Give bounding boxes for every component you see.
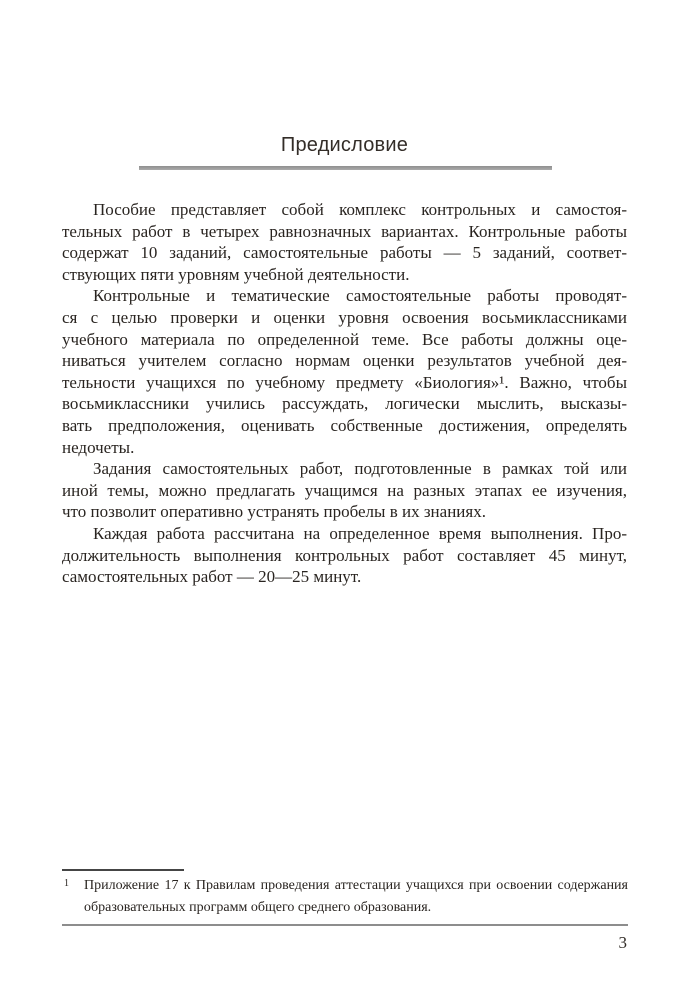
text-line: недочеты.: [62, 437, 135, 457]
footer-rule: [62, 924, 628, 926]
body-text: [62, 199, 627, 588]
text-line: иной темы, можно предлагать учащимся на разных этапах ее изучения,: [62, 480, 627, 500]
page-title: Предисловие: [280, 134, 409, 156]
footnote: [62, 875, 628, 918]
text-line: что позволит оперативно устранять пробелы в их знаниях.: [62, 502, 486, 522]
footnote-marker: 1: [64, 878, 69, 889]
text-line: тельности учащихся по учебному предмету «Биология»¹. Важно, чтобы: [62, 372, 627, 392]
text-line: Задания самостоятельных работ, подготовленные в рамках той или: [93, 459, 627, 479]
footnote-separator: [62, 869, 184, 871]
text-line: Контрольные и тематические самостоятельные работы проводят-: [93, 286, 627, 306]
footnote-line: [62, 875, 628, 897]
title-underline: [139, 166, 552, 170]
text-line: должительность выполнения контрольных работ составляет 45 минут,: [62, 545, 627, 565]
footnote-line: образовательных программ общего среднего образования.: [84, 899, 432, 915]
text-line: ствующих пяти уровням учебной деятельности.: [62, 264, 410, 284]
footnote-text: Приложение 17 к Правилам проведения аттестации учащихся при освоении содержания: [84, 878, 628, 893]
paragraph: [62, 285, 627, 458]
paragraph: [62, 458, 627, 523]
paragraph: [62, 523, 627, 588]
text-line: ниваться учителем согласно нормам оценки результатов учебной дея-: [62, 351, 627, 371]
page-number: 3: [618, 933, 627, 952]
text-line: содержат 10 заданий, самостоятельные работы — 5 заданий, соответ-: [62, 243, 627, 263]
text-line: Пособие представляет собой комплекс контрольных и самостоя-: [93, 200, 627, 219]
text-line: учебного материала по определенной теме. Все работы должны оце-: [62, 329, 627, 349]
text-line: восьмиклассники учились рассуждать, логически мыслить, высказы-: [62, 394, 627, 414]
paragraph: [62, 199, 627, 285]
text-line: самостоятельных работ — 20—25 минут.: [62, 567, 362, 587]
text-line: Каждая работа рассчитана на определенное время выполнения. Про-: [93, 523, 627, 543]
text-line: ся с целью проверки и оценки уровня освоения восьмиклассниками: [62, 307, 627, 327]
text-line: тельных работ в четырех равнозначных вариантах. Контрольные работы: [62, 221, 627, 241]
text-line: вать предположения, оценивать собственные достижения, определять: [62, 415, 627, 435]
